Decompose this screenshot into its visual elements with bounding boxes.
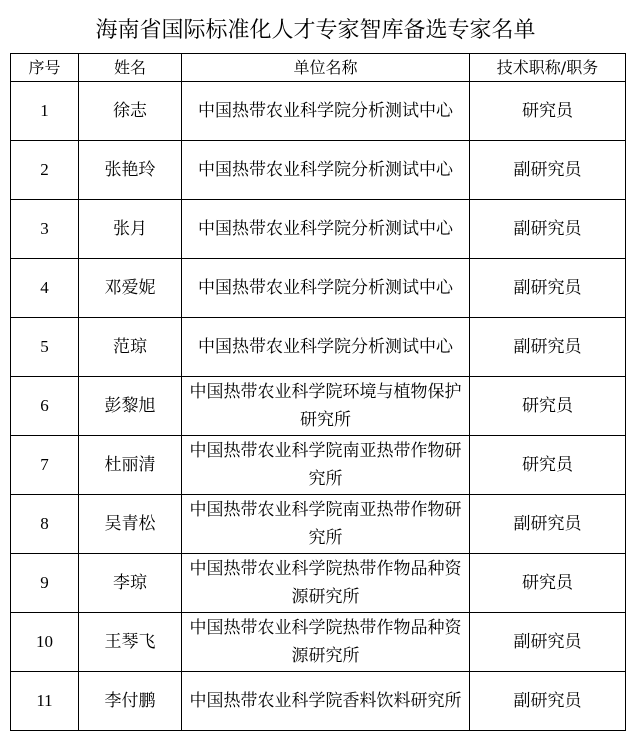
table-row: [11, 554, 626, 613]
cell-no: 11: [11, 672, 79, 731]
cell-no: 1: [11, 82, 79, 141]
cell-no: 9: [11, 554, 79, 613]
cell-title: 副研究员: [470, 318, 626, 377]
cell-no: 7: [11, 436, 79, 495]
table-row: [11, 436, 626, 495]
cell-title: 研究员: [470, 554, 626, 613]
cell-unit: [182, 259, 470, 318]
table-row: [11, 672, 626, 731]
cell-no: 10: [11, 613, 79, 672]
cell-title: 研究员: [470, 82, 626, 141]
cell-name: 杜丽清: [79, 436, 182, 495]
cell-no: 3: [11, 200, 79, 259]
unit-text: 中国热带农业科学院分析测试中心: [198, 160, 453, 180]
cell-title: 副研究员: [470, 259, 626, 318]
expert-table: [10, 53, 626, 731]
unit-text: 中国热带农业科学院分析测试中心: [198, 337, 453, 357]
cell-unit: [182, 436, 470, 495]
cell-no: 4: [11, 259, 79, 318]
cell-unit: [182, 495, 470, 554]
header-name: 姓名: [79, 54, 182, 82]
cell-unit: [182, 554, 470, 613]
unit-text: 中国热带农业科学院南亚热带作物研究所: [189, 500, 462, 548]
cell-name: 王琴飞: [79, 613, 182, 672]
cell-title: 研究员: [470, 377, 626, 436]
table-row: [11, 200, 626, 259]
unit-text: 中国热带农业科学院环境与植物保护研究所: [189, 382, 462, 430]
unit-text: 中国热带农业科学院分析测试中心: [198, 101, 453, 121]
cell-unit: [182, 318, 470, 377]
cell-title: 副研究员: [470, 141, 626, 200]
cell-unit: [182, 82, 470, 141]
cell-title: 副研究员: [470, 495, 626, 554]
cell-name: 李付鹏: [79, 672, 182, 731]
cell-name: 徐志: [79, 82, 182, 141]
table-row: [11, 141, 626, 200]
cell-unit: [182, 613, 470, 672]
cell-title: 研究员: [470, 436, 626, 495]
cell-no: 8: [11, 495, 79, 554]
unit-text: 中国热带农业科学院热带作物品种资源研究所: [189, 559, 462, 607]
header-unit: 单位名称: [182, 54, 470, 82]
cell-title: 副研究员: [470, 672, 626, 731]
unit-text: 中国热带农业科学院香料饮料研究所: [189, 691, 462, 711]
cell-no: 5: [11, 318, 79, 377]
cell-name: 邓爱妮: [79, 259, 182, 318]
table-row: [11, 377, 626, 436]
document-title: 海南省国际标准化人才专家智库备选专家名单: [95, 18, 536, 43]
table-header-row: [11, 54, 626, 82]
unit-text: 中国热带农业科学院热带作物品种资源研究所: [189, 618, 462, 666]
cell-name: 吴青松: [79, 495, 182, 554]
cell-name: 李琼: [79, 554, 182, 613]
unit-text: 中国热带农业科学院分析测试中心: [198, 219, 453, 239]
unit-text: 中国热带农业科学院分析测试中心: [198, 278, 453, 298]
cell-name: 张艳玲: [79, 141, 182, 200]
cell-unit: [182, 377, 470, 436]
cell-title: 副研究员: [470, 200, 626, 259]
cell-unit: [182, 672, 470, 731]
cell-no: 2: [11, 141, 79, 200]
header-no: 序号: [11, 54, 79, 82]
table-row: [11, 318, 626, 377]
cell-unit: [182, 141, 470, 200]
unit-text: 中国热带农业科学院南亚热带作物研究所: [189, 441, 462, 489]
table-row: [11, 82, 626, 141]
table-row: [11, 613, 626, 672]
cell-name: 张月: [79, 200, 182, 259]
table-row: [11, 259, 626, 318]
cell-name: 彭黎旭: [79, 377, 182, 436]
table-row: [11, 495, 626, 554]
cell-name: 范琼: [79, 318, 182, 377]
cell-title: 副研究员: [470, 613, 626, 672]
table-body: [11, 82, 626, 731]
header-title: 技术职称/职务: [470, 54, 626, 82]
cell-no: 6: [11, 377, 79, 436]
cell-unit: [182, 200, 470, 259]
